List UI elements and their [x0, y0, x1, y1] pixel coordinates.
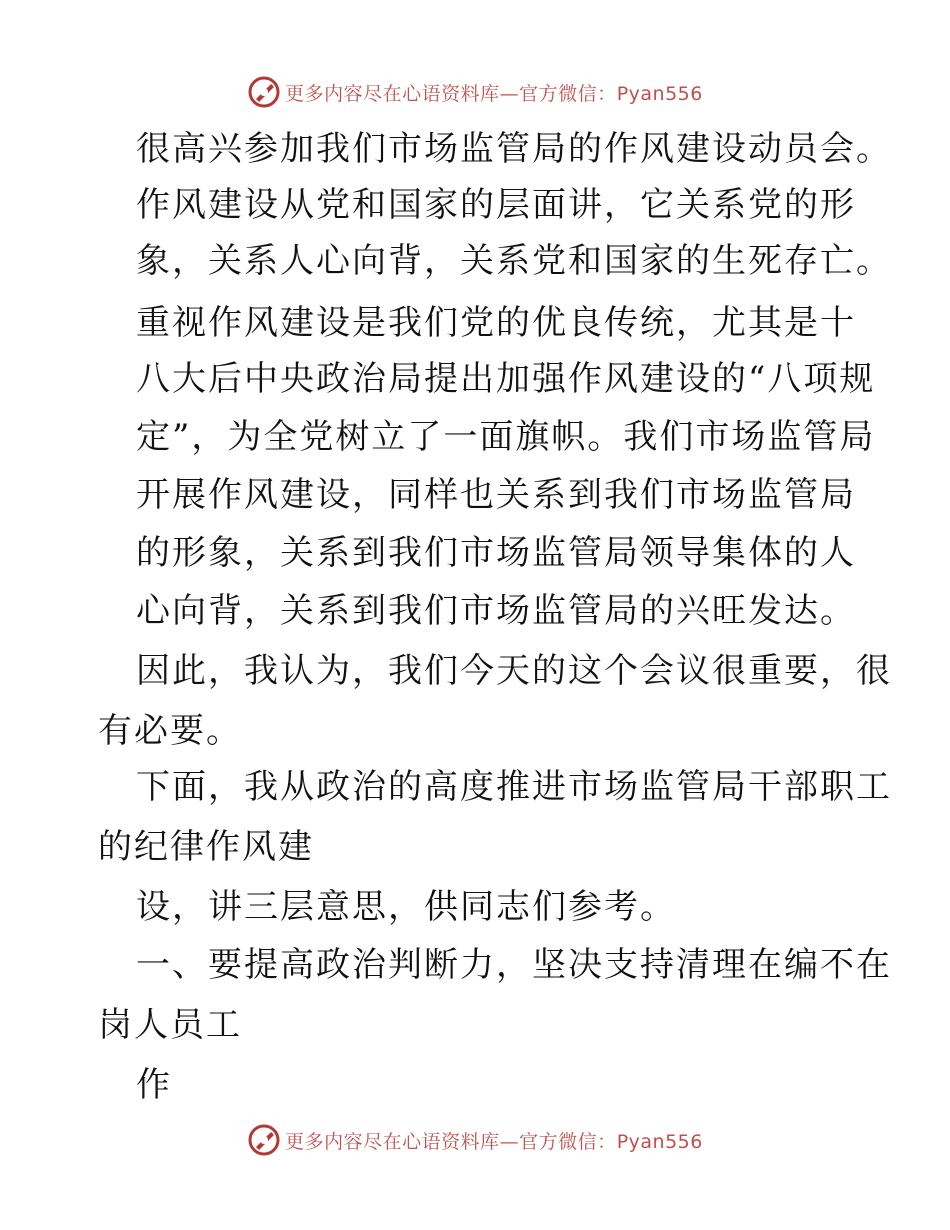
text-line: 的纪律作风建 [98, 827, 314, 867]
text-line: 因此，我认为，我们今天的这个会议很重要，很 [136, 651, 892, 691]
text-line: 作风建设从党和国家的层面讲，它关系党的形 [136, 185, 856, 225]
footer-watermark [0, 1120, 950, 1160]
text-line: 设，讲三层意思，供同志们参考。 [136, 887, 676, 927]
text-line: 重视作风建设是我们党的优良传统，尤其是十 [136, 303, 856, 343]
text-line: 八大后中央政治局提出加强作风建设的“八项规 [136, 359, 876, 399]
watermark-text: 更多内容尽在心语资料库—官方微信：Pyan556 [285, 82, 703, 105]
text-line: 有必要。 [98, 711, 242, 751]
text-line: 很高兴参加我们市场监管局的作风建设动员会。 [136, 129, 892, 169]
text-line: 开展作风建设，同样也关系到我们市场监管局 [136, 475, 856, 515]
pen-logo-icon [247, 1123, 281, 1157]
pen-logo-icon [247, 75, 281, 109]
text-line: 下面，我从政治的高度推进市场监管局干部职工 [136, 767, 892, 807]
watermark-text: 更多内容尽在心语资料库—官方微信：Pyan556 [285, 1130, 703, 1153]
text-line: 岗人员工 [98, 1005, 242, 1045]
text-line: 心向背，关系到我们市场监管局的兴旺发达。 [136, 591, 856, 631]
text-line: 作 [136, 1065, 172, 1105]
text-line: 定”，为全党树立了一面旗帜。我们市场监管局 [136, 417, 876, 457]
text-line: 的形象，关系到我们市场监管局领导集体的人 [136, 533, 856, 573]
text-line: 一、要提高政治判断力，坚决支持清理在编不在 [136, 945, 892, 985]
header-watermark [0, 72, 950, 112]
text-line: 象，关系人心向背，关系党和国家的生死存亡。 [136, 241, 892, 281]
